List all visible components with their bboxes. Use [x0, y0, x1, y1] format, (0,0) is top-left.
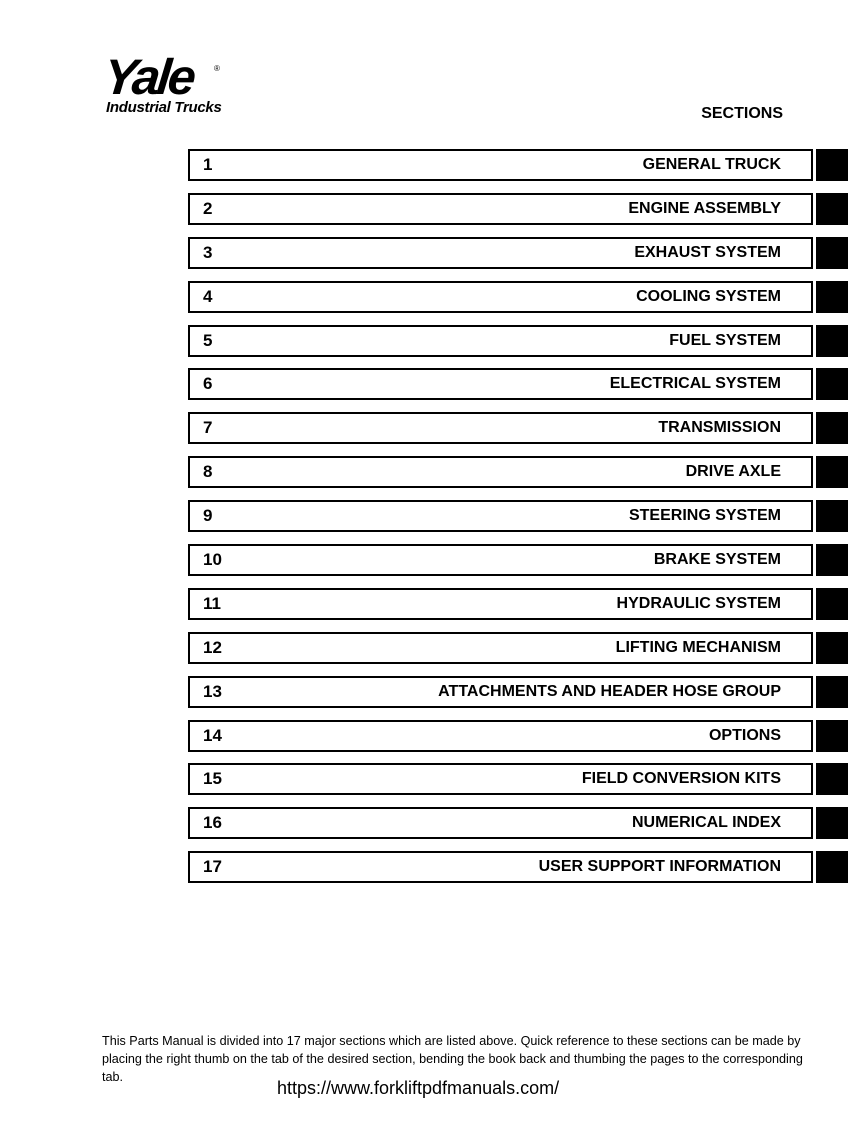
- section-title: STEERING SYSTEM: [628, 507, 781, 525]
- section-number: 2: [203, 198, 213, 218]
- section-title: OPTIONS: [708, 726, 781, 744]
- section-title: COOLING SYSTEM: [636, 287, 781, 305]
- thumb-tab[interactable]: [816, 325, 848, 357]
- thumb-tab[interactable]: [816, 544, 848, 576]
- thumb-tab[interactable]: [816, 500, 848, 532]
- thumb-tab[interactable]: [816, 237, 848, 269]
- section-title: ENGINE ASSEMBLY: [628, 199, 781, 217]
- section-title: NUMERICAL INDEX: [631, 814, 781, 832]
- section-title: HYDRAULIC SYSTEM: [616, 594, 781, 612]
- thumb-tab[interactable]: [816, 281, 848, 313]
- registered-mark: ®: [214, 64, 220, 73]
- thumb-tab[interactable]: [816, 193, 848, 225]
- section-number: 4: [203, 286, 213, 306]
- section-title: GENERAL TRUCK: [642, 156, 781, 173]
- section-title: LIFTING MECHANISM: [615, 638, 781, 656]
- sections-list: [188, 149, 848, 895]
- source-url-link[interactable]: https://www.forkliftpdfmanuals.com/: [277, 1078, 560, 1098]
- thumb-tab[interactable]: [816, 851, 848, 883]
- thumb-tab[interactable]: [816, 676, 848, 708]
- section-title: TRANSMISSION: [658, 419, 781, 437]
- section-row-3[interactable]: [188, 237, 848, 269]
- sections-heading: SECTIONS: [701, 105, 783, 122]
- logo-name: Yale: [101, 49, 196, 105]
- section-row-13[interactable]: [188, 676, 848, 708]
- section-number: 17: [203, 857, 222, 877]
- section-number: 14: [203, 725, 222, 745]
- section-number: 10: [203, 550, 222, 570]
- section-row-2[interactable]: [188, 193, 848, 225]
- section-number: 8: [203, 462, 213, 482]
- section-row-15[interactable]: [188, 763, 848, 795]
- section-row-16[interactable]: [188, 807, 848, 839]
- section-number: 3: [203, 242, 213, 262]
- section-title: ELECTRICAL SYSTEM: [609, 375, 781, 393]
- section-number: 1: [203, 155, 213, 174]
- thumb-tab[interactable]: [816, 368, 848, 400]
- section-row-9[interactable]: [188, 500, 848, 532]
- thumb-tab[interactable]: [816, 588, 848, 620]
- section-row-12[interactable]: [188, 632, 848, 664]
- section-row-6[interactable]: [188, 368, 848, 400]
- section-number: 12: [203, 637, 222, 657]
- logo-subtitle: Industrial Trucks: [106, 99, 222, 116]
- section-number: 5: [203, 330, 213, 350]
- section-title: EXHAUST SYSTEM: [634, 243, 781, 261]
- section-title: DRIVE AXLE: [685, 463, 781, 481]
- thumb-tab[interactable]: [816, 456, 848, 488]
- section-row-14[interactable]: [188, 720, 848, 752]
- thumb-tab[interactable]: [816, 632, 848, 664]
- section-number: 9: [203, 506, 213, 526]
- thumb-tab[interactable]: [816, 720, 848, 752]
- thumb-tab[interactable]: [816, 412, 848, 444]
- section-title: BRAKE SYSTEM: [653, 551, 781, 569]
- section-number: 15: [203, 769, 222, 789]
- section-row-1[interactable]: [188, 149, 848, 181]
- section-number: 16: [203, 813, 222, 833]
- section-title: FUEL SYSTEM: [669, 331, 781, 349]
- manual-description: This Parts Manual is divided into 17 major sections which are listed above. Quick reference to these sections can be made by placing the right thumb on the tab of the desired section, bending the book back and thumbing the pages to the corresponding tab.: [102, 1034, 803, 1084]
- section-row-11[interactable]: [188, 588, 848, 620]
- section-title: USER SUPPORT INFORMATION: [538, 858, 781, 876]
- section-title: ATTACHMENTS AND HEADER HOSE GROUP: [438, 682, 781, 700]
- section-number: 7: [203, 418, 213, 438]
- section-row-17[interactable]: [188, 851, 848, 883]
- thumb-tab[interactable]: [816, 763, 848, 795]
- section-title: FIELD CONVERSION KITS: [581, 770, 781, 788]
- section-row-8[interactable]: [188, 456, 848, 488]
- section-row-5[interactable]: [188, 325, 848, 357]
- thumb-tab[interactable]: [816, 149, 848, 181]
- section-row-7[interactable]: [188, 412, 848, 444]
- section-row-10[interactable]: [188, 544, 848, 576]
- thumb-tab[interactable]: [816, 807, 848, 839]
- section-number: 6: [203, 374, 213, 394]
- yale-logo: [101, 49, 254, 122]
- section-number: 13: [203, 681, 222, 701]
- section-row-4[interactable]: [188, 281, 848, 313]
- section-number: 11: [203, 593, 221, 613]
